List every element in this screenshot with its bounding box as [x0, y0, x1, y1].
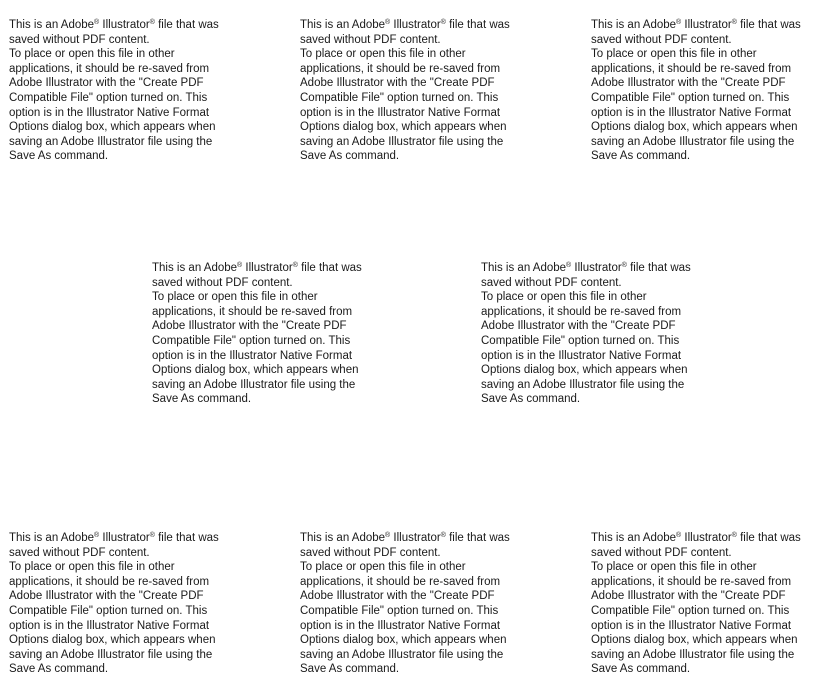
notice-line-6: Compatible File" option turned on. This	[300, 604, 499, 617]
notice-line-10: Save As command.	[481, 393, 581, 406]
notice-line-3: To place or open this file in other	[300, 48, 466, 61]
notice-line-2: saved without PDF content.	[152, 276, 293, 289]
notice-line-9: saving an Adobe Illustrator file using the	[300, 135, 504, 148]
notice-text-block	[300, 531, 525, 677]
notice-text-block	[9, 18, 234, 164]
notice-line-4: applications, it should be re-saved from	[300, 575, 501, 588]
notice-text-block	[481, 261, 706, 407]
notice-line-2: saved without PDF content.	[300, 546, 441, 559]
notice-text-block	[591, 18, 816, 164]
notice-line-7: option is in the Illustrator Native Format	[9, 106, 210, 119]
notice-line-6: Compatible File" option turned on. This	[591, 91, 790, 104]
registered-mark: ®	[149, 19, 155, 26]
registered-mark: ®	[149, 532, 155, 539]
notice-line-7: option is in the Illustrator Native Format	[591, 619, 792, 632]
notice-line-10: Save As command.	[9, 663, 109, 676]
notice-line-10: Save As command.	[9, 150, 109, 163]
notice-line-1: This is an Adobe® Illustrator® file that was	[300, 19, 510, 31]
notice-line-3: To place or open this file in other	[9, 48, 175, 61]
notice-line-1: This is an Adobe® Illustrator® file that was	[9, 532, 219, 544]
notice-line-5: Adobe Illustrator with the "Create PDF	[591, 77, 786, 90]
notice-line-6: Compatible File" option turned on. This	[591, 604, 790, 617]
notice-line-1: This is an Adobe® Illustrator® file that was	[591, 532, 801, 544]
notice-line-7: option is in the Illustrator Native Format	[481, 349, 682, 362]
notice-line-7: option is in the Illustrator Native Format	[9, 619, 210, 632]
notice-line-9: saving an Adobe Illustrator file using the	[591, 648, 795, 661]
notice-line-10: Save As command.	[152, 393, 252, 406]
notice-line-9: saving an Adobe Illustrator file using the	[9, 135, 213, 148]
registered-mark: ®	[621, 262, 627, 269]
notice-line-6: Compatible File" option turned on. This	[9, 91, 208, 104]
notice-line-8: Options dialog box, which appears when	[300, 634, 507, 647]
notice-line-5: Adobe Illustrator with the "Create PDF	[9, 590, 204, 603]
registered-mark: ®	[440, 532, 446, 539]
notice-line-1: This is an Adobe® Illustrator® file that was	[481, 262, 691, 274]
notice-line-2: saved without PDF content.	[9, 33, 150, 46]
notice-line-9: saving an Adobe Illustrator file using the	[481, 378, 685, 391]
notice-line-4: applications, it should be re-saved from	[152, 305, 353, 318]
notice-text-block	[300, 18, 525, 164]
notice-line-1: This is an Adobe® Illustrator® file that was	[300, 532, 510, 544]
notice-line-4: applications, it should be re-saved from	[9, 62, 210, 75]
notice-text-block	[9, 531, 234, 677]
registered-mark: ®	[94, 532, 100, 539]
notice-line-9: saving an Adobe Illustrator file using the	[300, 648, 504, 661]
notice-line-9: saving an Adobe Illustrator file using the	[9, 648, 213, 661]
notice-line-9: saving an Adobe Illustrator file using the	[152, 378, 356, 391]
notice-line-5: Adobe Illustrator with the "Create PDF	[152, 320, 347, 333]
notice-line-10: Save As command.	[300, 663, 400, 676]
registered-mark: ®	[385, 19, 391, 26]
notice-line-8: Options dialog box, which appears when	[9, 121, 216, 134]
notice-line-6: Compatible File" option turned on. This	[481, 334, 680, 347]
notice-line-2: saved without PDF content.	[300, 33, 441, 46]
registered-mark: ®	[385, 532, 391, 539]
notice-line-2: saved without PDF content.	[481, 276, 622, 289]
notice-line-8: Options dialog box, which appears when	[9, 634, 216, 647]
notice-line-6: Compatible File" option turned on. This	[9, 604, 208, 617]
notice-line-3: To place or open this file in other	[300, 561, 466, 574]
notice-text-block	[591, 531, 816, 677]
notice-line-8: Options dialog box, which appears when	[481, 364, 688, 377]
notice-line-3: To place or open this file in other	[9, 561, 175, 574]
notice-line-7: option is in the Illustrator Native Format	[152, 349, 353, 362]
notice-line-3: To place or open this file in other	[591, 48, 757, 61]
notice-line-5: Adobe Illustrator with the "Create PDF	[481, 320, 676, 333]
notice-line-3: To place or open this file in other	[481, 291, 647, 304]
notice-line-10: Save As command.	[591, 150, 691, 163]
notice-text-block	[152, 261, 377, 407]
notice-line-1: This is an Adobe® Illustrator® file that was	[591, 19, 801, 31]
notice-line-8: Options dialog box, which appears when	[591, 634, 798, 647]
notice-line-2: saved without PDF content.	[591, 546, 732, 559]
notice-line-4: applications, it should be re-saved from	[300, 62, 501, 75]
registered-mark: ®	[440, 19, 446, 26]
notice-line-1: This is an Adobe® Illustrator® file that was	[9, 19, 219, 31]
notice-line-4: applications, it should be re-saved from	[9, 575, 210, 588]
notice-line-8: Options dialog box, which appears when	[300, 121, 507, 134]
registered-mark: ®	[731, 19, 737, 26]
notice-line-7: option is in the Illustrator Native Format	[300, 619, 501, 632]
registered-mark: ®	[292, 262, 298, 269]
registered-mark: ®	[566, 262, 572, 269]
registered-mark: ®	[676, 19, 682, 26]
notice-line-8: Options dialog box, which appears when	[152, 364, 359, 377]
notice-line-1: This is an Adobe® Illustrator® file that was	[152, 262, 362, 274]
notice-line-2: saved without PDF content.	[591, 33, 732, 46]
notice-line-4: applications, it should be re-saved from	[591, 62, 792, 75]
notice-line-5: Adobe Illustrator with the "Create PDF	[300, 77, 495, 90]
notice-line-4: applications, it should be re-saved from	[481, 305, 682, 318]
notice-line-7: option is in the Illustrator Native Format	[591, 106, 792, 119]
notice-line-2: saved without PDF content.	[9, 546, 150, 559]
notice-line-4: applications, it should be re-saved from	[591, 575, 792, 588]
notice-line-3: To place or open this file in other	[152, 291, 318, 304]
notice-line-6: Compatible File" option turned on. This	[300, 91, 499, 104]
notice-line-7: option is in the Illustrator Native Format	[300, 106, 501, 119]
notice-line-9: saving an Adobe Illustrator file using the	[591, 135, 795, 148]
notice-line-10: Save As command.	[591, 663, 691, 676]
notice-line-5: Adobe Illustrator with the "Create PDF	[591, 590, 786, 603]
registered-mark: ®	[94, 19, 100, 26]
notice-line-8: Options dialog box, which appears when	[591, 121, 798, 134]
notice-line-6: Compatible File" option turned on. This	[152, 334, 351, 347]
notice-line-5: Adobe Illustrator with the "Create PDF	[9, 77, 204, 90]
notice-line-5: Adobe Illustrator with the "Create PDF	[300, 590, 495, 603]
notice-line-3: To place or open this file in other	[591, 561, 757, 574]
notice-line-10: Save As command.	[300, 150, 400, 163]
registered-mark: ®	[676, 532, 682, 539]
registered-mark: ®	[237, 262, 243, 269]
registered-mark: ®	[731, 532, 737, 539]
